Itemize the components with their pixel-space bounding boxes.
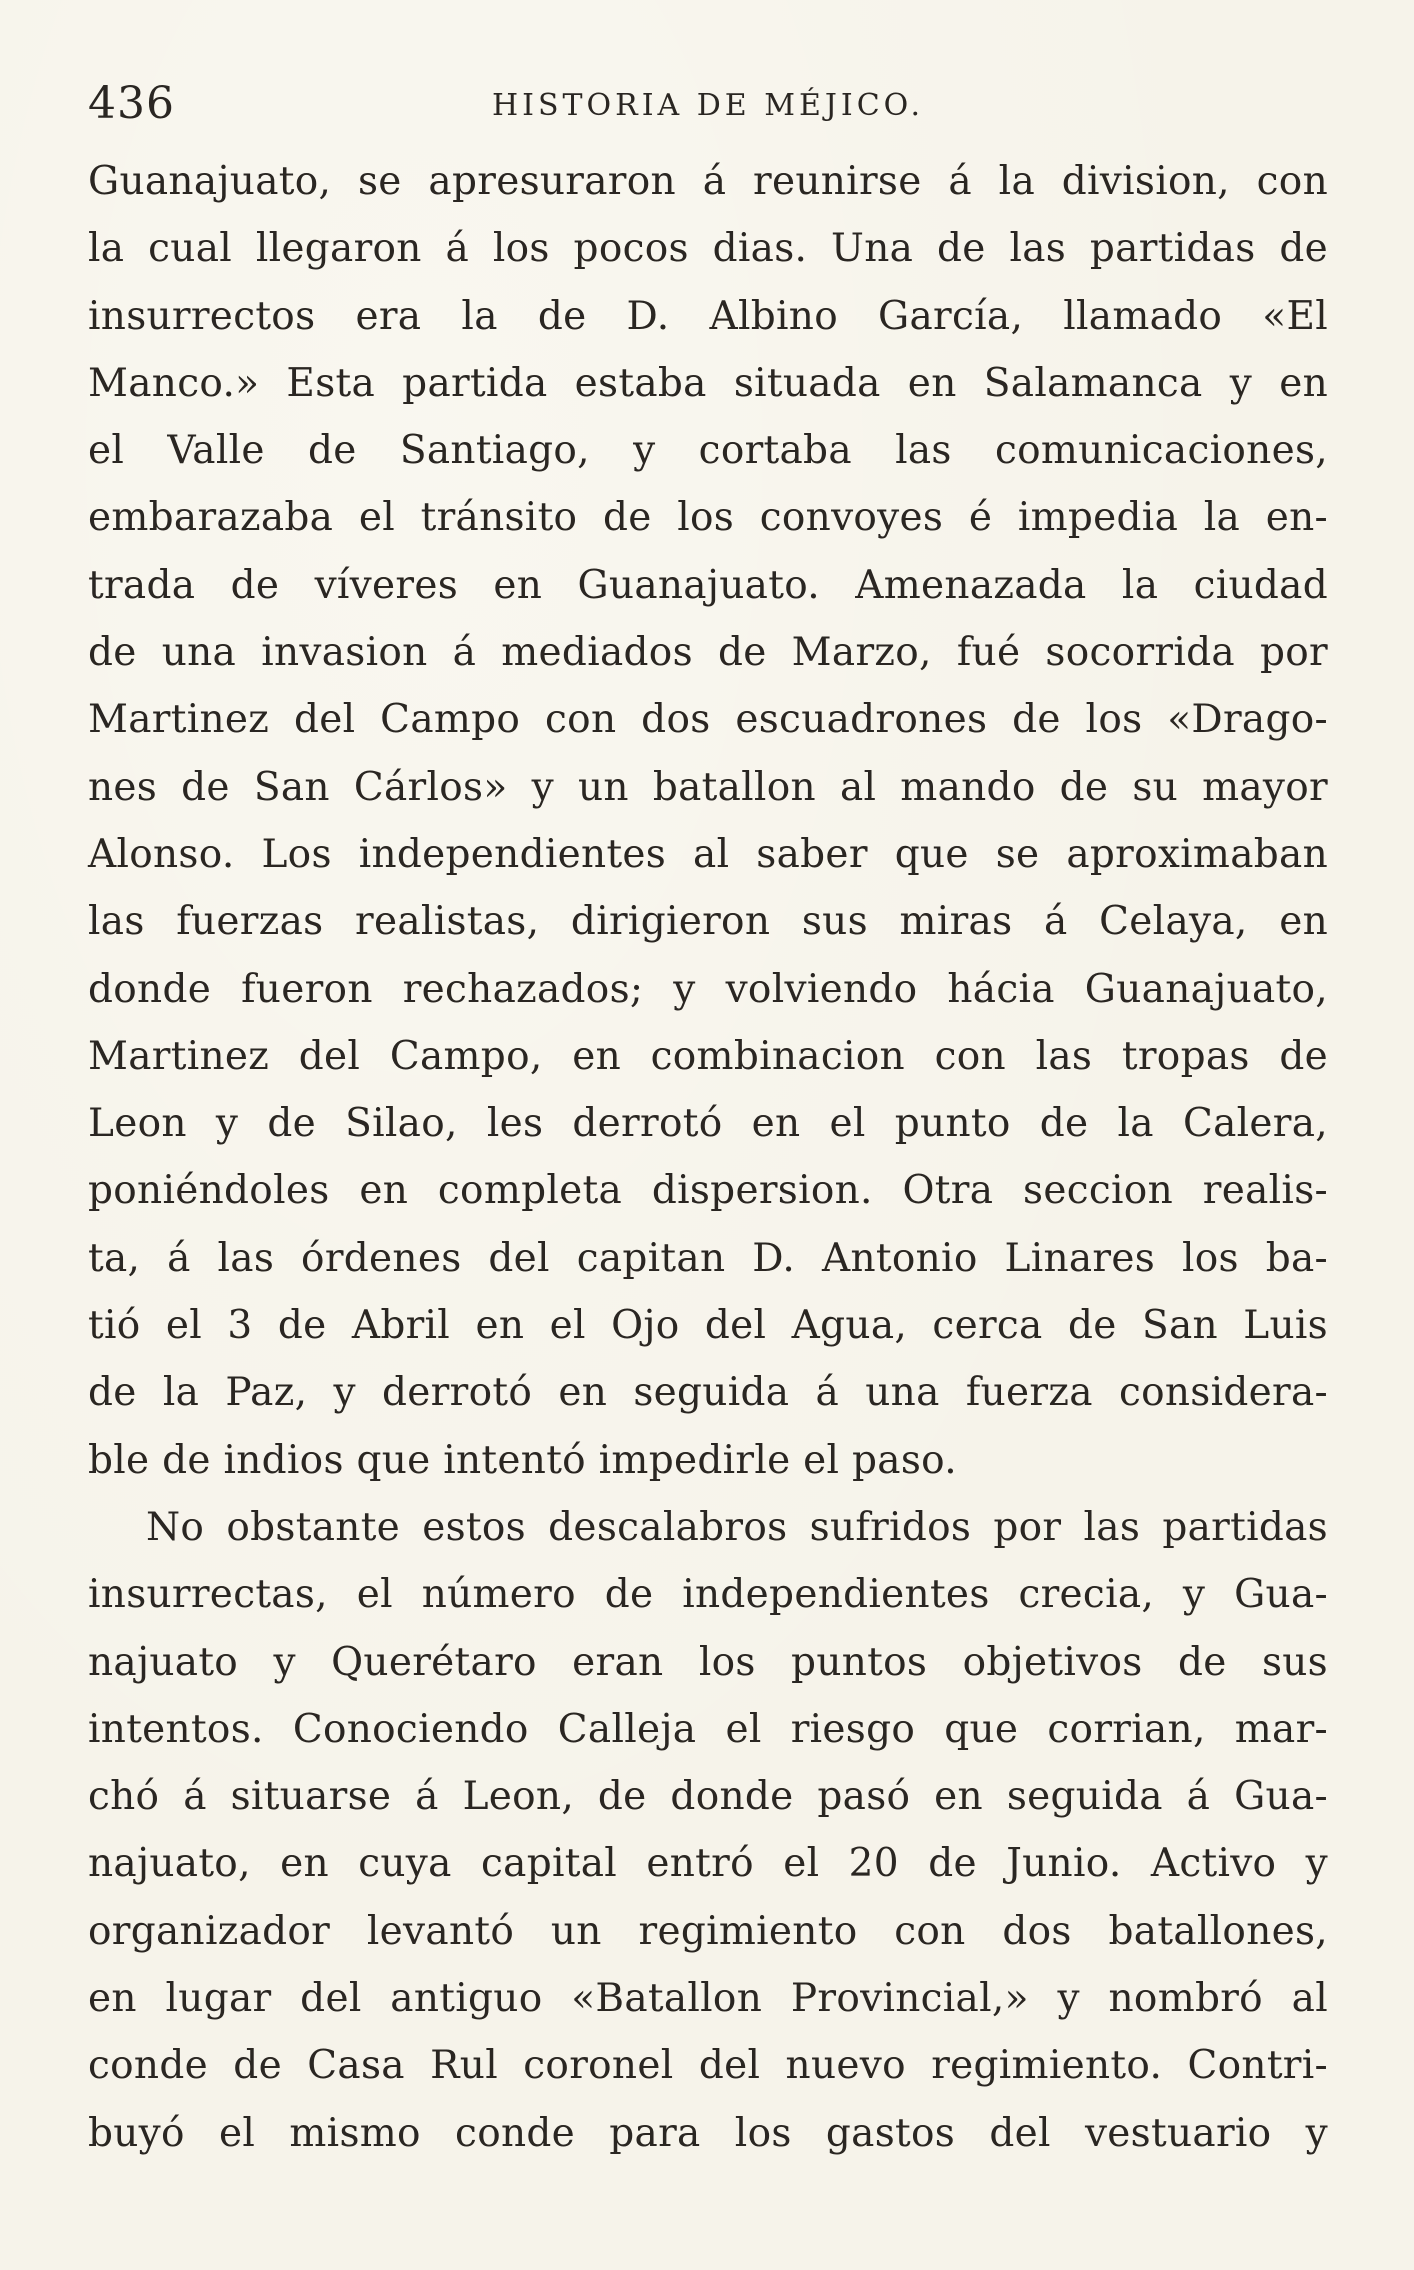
text-line: trada de víveres en Guanajuato. Amenazada la ciudad: [88, 562, 1328, 608]
text-line: en lugar del antiguo «Batallon Provincial,» y nombró al: [88, 1976, 1328, 2022]
text-line: poniéndoles en completa dispersion. Otra seccion realis-: [88, 1168, 1328, 1214]
text-line: Alonso. Los independientes al saber que se aproximaban: [88, 831, 1328, 877]
text-line: embarazaba el tránsito de los convoyes é impedia la en-: [88, 495, 1328, 541]
running-title: HISTORIA DE MÉJICO.: [491, 88, 925, 123]
text-line: Leon y de Silao, les derrotó en el punto de la Calera,: [88, 1101, 1328, 1147]
text-line: conde de Casa Rul coronel del nuevo regimiento. Contri-: [88, 2043, 1328, 2089]
text-line: Guanajuato, se apresuraron á reunirse á la division, con: [88, 159, 1328, 204]
text-line: de la Paz, y derrotó en seguida á una fuerza considera-: [88, 1370, 1328, 1416]
text-line: buyó el mismo conde para los gastos del vestuario y: [88, 2110, 1328, 2156]
text-line: Martinez del Campo, en combinacion con las tropas de: [88, 1033, 1328, 1079]
text-line: la cual llegaron á los pocos dias. Una de las partidas de: [88, 226, 1328, 272]
text-line: insurrectas, el número de independientes crecia, y Gua-: [88, 1572, 1328, 1618]
text-line: nes de San Cárlos» y un batallon al mando de su mayor: [88, 764, 1328, 810]
text-line: organizador levantó un regimiento con dos batallones,: [88, 1908, 1328, 1954]
text-line: insurrectos era la de D. Albino García, llamado «El: [88, 293, 1328, 339]
text-line: ta, á las órdenes del capitan D. Antonio Linares los ba-: [88, 1235, 1328, 1281]
page-header: [88, 78, 1328, 138]
text-line: najuato, en cuya capital entró el 20 de Junio. Activo y: [88, 1841, 1328, 1887]
text-line: tió el 3 de Abril en el Ojo del Agua, cerca de San Luis: [88, 1303, 1328, 1349]
paragraph-start-line: No obstante estos descalabros sufridos por las partidas: [146, 1504, 1328, 1550]
text-line: de una invasion á mediados de Marzo, fué socorrida por: [88, 630, 1328, 676]
paragraph-end-line: ble de indios que intentó impedirle el paso.: [88, 1437, 957, 1483]
text-line: intentos. Conociendo Calleja el riesgo que corrian, mar-: [88, 1706, 1328, 1752]
body-text: [88, 148, 1328, 2167]
text-line: najuato y Querétaro eran los puntos objetivos de sus: [88, 1639, 1328, 1685]
text-line: las fuerzas realistas, dirigieron sus miras á Celaya, en: [88, 899, 1328, 945]
text-line: Manco.» Esta partida estaba situada en Salamanca y en: [88, 360, 1328, 406]
page-number: 436: [88, 78, 175, 129]
text-line: chó á situarse á Leon, de donde pasó en seguida á Gua-: [88, 1774, 1328, 1820]
text-line: Martinez del Campo con dos escuadrones de los «Drago-: [88, 697, 1328, 743]
text-line: donde fueron rechazados; y volviendo hácia Guanajuato,: [88, 966, 1328, 1012]
text-line: el Valle de Santiago, y cortaba las comunicaciones,: [88, 428, 1328, 474]
